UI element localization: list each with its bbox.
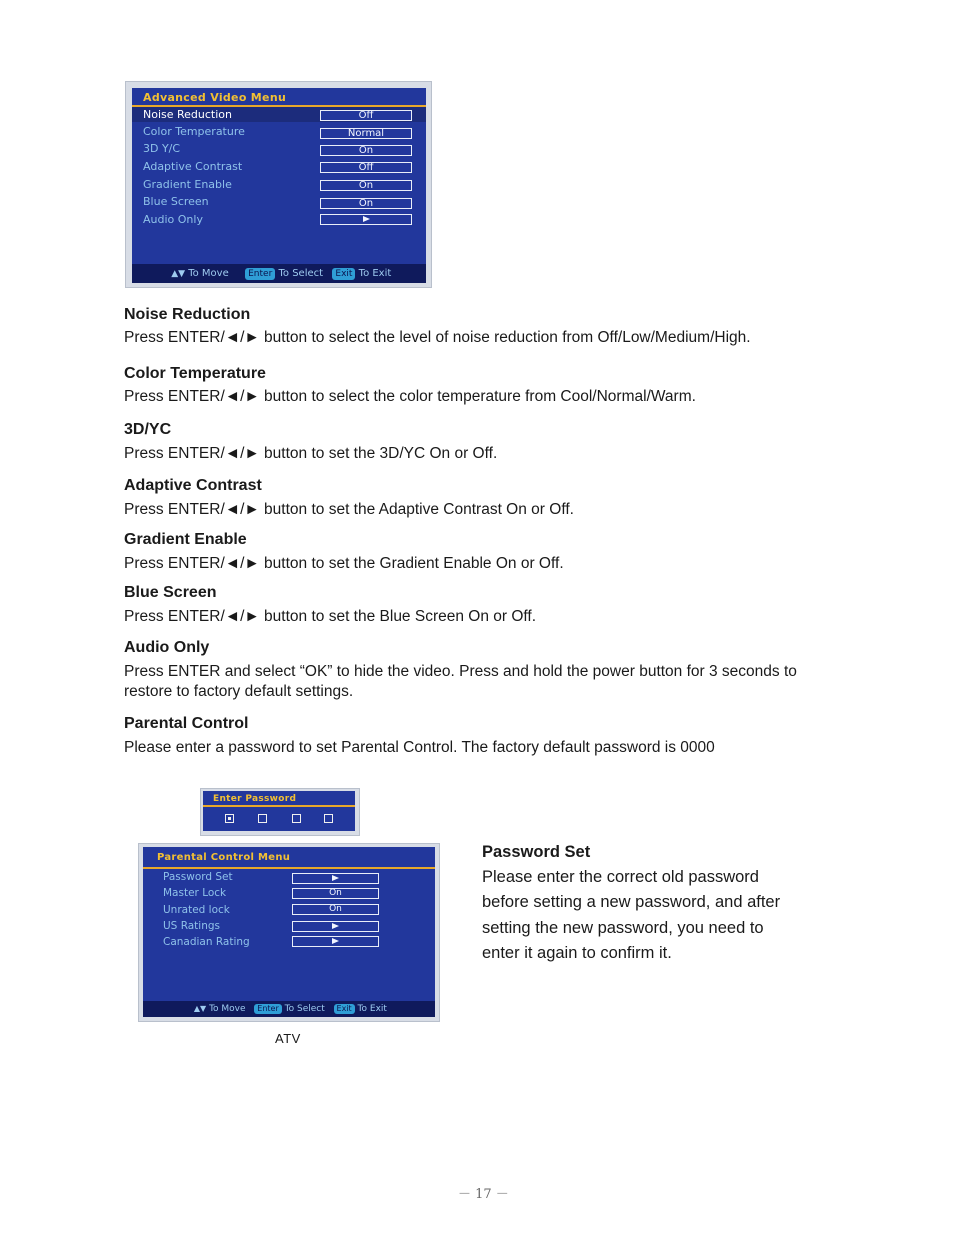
page-number: － 17 － — [458, 1187, 509, 1202]
heading-3d-yc: 3D/YC — [124, 421, 172, 438]
password-dialog-title: Enter Password — [213, 794, 297, 804]
menu-footer — [132, 264, 426, 283]
menu-value-blue-screen[interactable]: On — [320, 198, 412, 209]
footer-move-label: To Move — [209, 1004, 246, 1014]
menu-value-3d-yc[interactable]: On — [320, 145, 412, 156]
heading-parental-control: Parental Control — [124, 715, 249, 732]
password-title-rule — [203, 805, 355, 807]
up-down-arrow-icon: ▲▼ — [171, 269, 186, 279]
menu-item-3d-yc[interactable]: 3D Y/C — [143, 142, 181, 155]
password-dialog — [203, 791, 355, 831]
menu-value-unrated-lock[interactable]: On — [292, 904, 379, 915]
menu-value-adaptive-contrast[interactable]: Off — [320, 162, 412, 173]
heading-blue-screen: Blue Screen — [124, 584, 217, 601]
heading-noise-reduction: Noise Reduction — [124, 306, 251, 323]
menu-item-unrated-lock[interactable]: Unrated lock — [163, 904, 230, 916]
advanced-video-menu — [132, 88, 426, 283]
text-password-set-line1: Please enter the correct old password — [482, 868, 759, 886]
heading-password-set: Password Set — [482, 843, 591, 861]
up-down-arrow-icon: ▲▼ — [193, 1004, 207, 1013]
exit-key-icon: Exit — [334, 1004, 355, 1014]
menu-item-gradient-enable[interactable]: Gradient Enable — [143, 178, 232, 191]
footer-select-label: To Select — [278, 268, 324, 279]
exit-key-icon: Exit — [332, 268, 355, 280]
menu-item-us-ratings[interactable]: US Ratings — [163, 920, 221, 932]
right-arrow-icon — [332, 938, 339, 944]
menu-value-canadian-rating[interactable] — [292, 936, 379, 947]
right-arrow-icon — [332, 923, 339, 929]
menu-value-us-ratings[interactable] — [292, 921, 379, 932]
advanced-video-menu-title: Advanced Video Menu — [143, 91, 287, 104]
menu-item-adaptive-contrast[interactable]: Adaptive Contrast — [143, 160, 243, 173]
text-color-temperature: Press ENTER/◄/► button to select the color temperature from Cool/Normal/Warm. — [124, 388, 696, 405]
password-digit-1[interactable] — [225, 814, 234, 823]
parental-title-rule — [143, 867, 435, 869]
text-audio-only-line1: Press ENTER and select “OK” to hide the video. Press and hold the power button for 3 seconds to — [124, 663, 797, 680]
heading-adaptive-contrast: Adaptive Contrast — [124, 477, 262, 494]
text-3d-yc: Press ENTER/◄/► button to set the 3D/YC On or Off. — [124, 445, 498, 462]
menu-value-gradient-enable[interactable]: On — [320, 180, 412, 191]
text-audio-only-line2: restore to factory default settings. — [124, 683, 354, 700]
text-adaptive-contrast: Press ENTER/◄/► button to set the Adaptive Contrast On or Off. — [124, 501, 574, 518]
heading-gradient-enable: Gradient Enable — [124, 531, 247, 548]
menu-value-audio-only[interactable] — [320, 214, 412, 225]
menu-value-master-lock[interactable]: On — [292, 888, 379, 899]
password-digit-4[interactable] — [324, 814, 333, 823]
menu-value-noise-reduction[interactable]: Off — [320, 110, 412, 121]
enter-key-icon: Enter — [245, 268, 275, 280]
text-password-set-line2: before setting a new password, and after — [482, 893, 781, 911]
password-digit-3[interactable] — [292, 814, 301, 823]
text-noise-reduction: Press ENTER/◄/► button to select the level of noise reduction from Off/Low/Medium/High. — [124, 329, 751, 346]
menu-item-blue-screen[interactable]: Blue Screen — [143, 195, 209, 208]
enter-key-icon: Enter — [254, 1004, 281, 1014]
menu-item-audio-only[interactable]: Audio Only — [143, 213, 203, 226]
text-parental-control: Please enter a password to set Parental Control. The factory default password is 0000 — [124, 739, 715, 756]
menu-item-password-set[interactable]: Password Set — [163, 871, 233, 883]
parental-menu-caption: ATV — [275, 1031, 301, 1046]
menu-value-color-temperature[interactable]: Normal — [320, 128, 412, 139]
text-gradient-enable: Press ENTER/◄/► button to set the Gradient Enable On or Off. — [124, 555, 564, 572]
text-blue-screen: Press ENTER/◄/► button to set the Blue Screen On or Off. — [124, 608, 537, 625]
footer-exit-label: To Exit — [358, 268, 392, 279]
menu-item-master-lock[interactable]: Master Lock — [163, 887, 227, 899]
footer-select-label: To Select — [284, 1004, 325, 1014]
menu-value-password-set[interactable] — [292, 873, 379, 884]
right-arrow-icon — [332, 875, 339, 881]
parental-control-menu — [143, 847, 435, 1017]
parental-menu-title: Parental Control Menu — [157, 852, 291, 863]
text-password-set-line3: setting the new password, you need to — [482, 919, 764, 937]
parental-menu-footer — [143, 1001, 435, 1017]
heading-audio-only: Audio Only — [124, 639, 210, 656]
menu-item-color-temperature[interactable]: Color Temperature — [143, 125, 245, 138]
footer-exit-label: To Exit — [357, 1004, 387, 1014]
footer-move-label: To Move — [188, 268, 229, 279]
password-digit-2[interactable] — [258, 814, 267, 823]
heading-color-temperature: Color Temperature — [124, 365, 266, 382]
text-password-set-line4: enter it again to confirm it. — [482, 944, 672, 962]
right-arrow-icon — [363, 216, 370, 222]
menu-item-canadian-rating[interactable]: Canadian Rating — [163, 936, 250, 948]
menu-item-noise-reduction[interactable]: Noise Reduction — [143, 108, 232, 121]
